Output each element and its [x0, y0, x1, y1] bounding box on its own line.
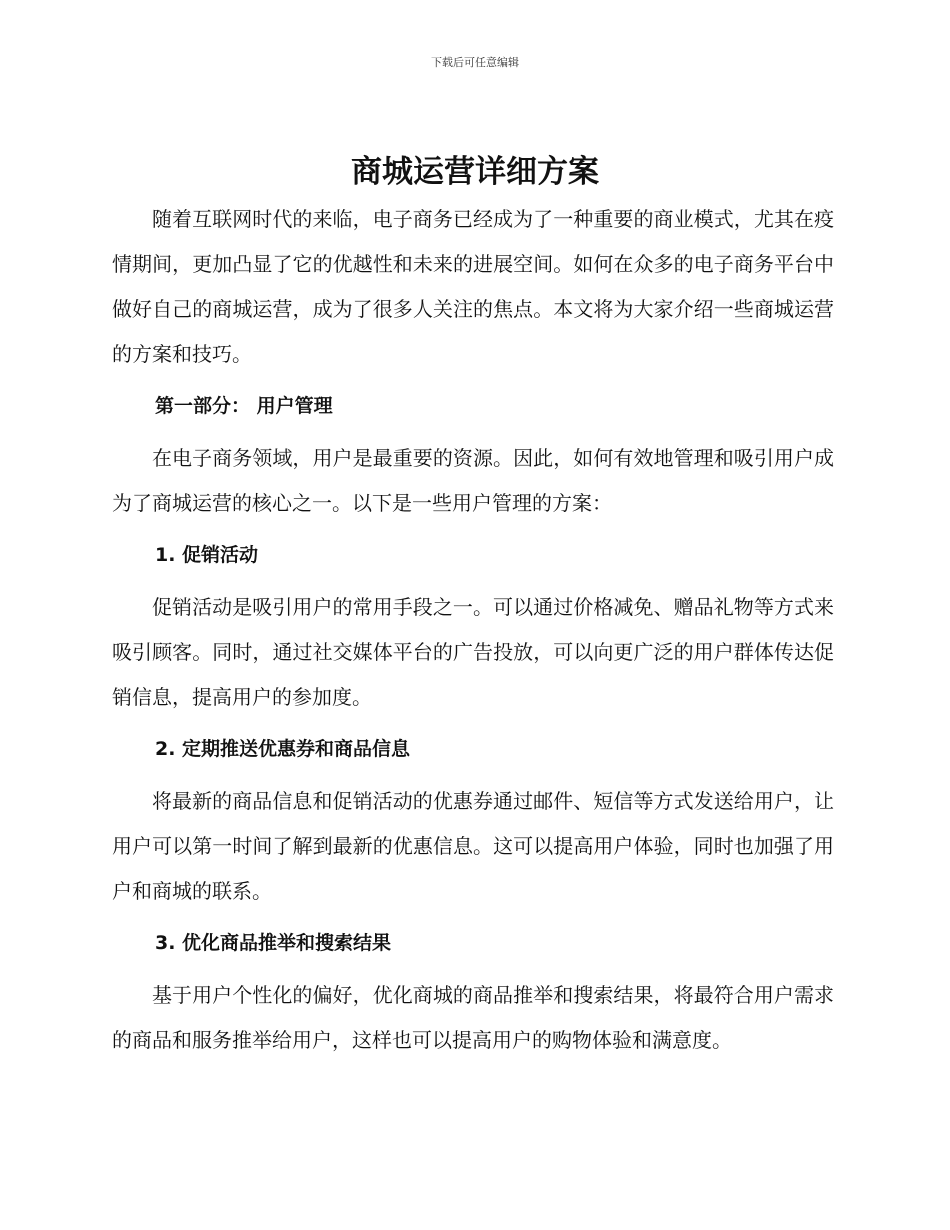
subsection-paragraph-recommendations: 基于用户个性化的偏好，优化商城的商品推举和搜索结果，将最符合用户需求的商品和服务推举给用户，这样也可以提高用户的购物体验和满意度。: [112, 983, 834, 1052]
subsection-heading-coupons: 2. 定期推送优惠券和商品信息: [155, 738, 411, 760]
subsection-paragraph-promotions: 促销活动是吸引用户的常用手段之一。可以通过价格减免、赠品礼物等方式来吸引顾客。同时，通过社交媒体平台的广告投放，可以向更广泛的用户群体传达促销信息，提高用户的参加度。: [112, 595, 834, 709]
document-body: [112, 197, 834, 1070]
section-intro-paragraph: 在电子商务领域，用户是最重要的资源。因此，如何有效地管理和吸引用户成为了商城运营的核心之一。以下是一些用户管理的方案：: [112, 446, 834, 515]
intro-paragraph: 随着互联网时代的来临，电子商务已经成为了一种重要的商业模式，尤其在疫情期间，更加凸显了它的优越性和未来的进展空间。如何在众多的电子商务平台中做好自己的商城运营，成为了很多人关注的焦点。本文将为大家介绍一些商城运营的方案和技巧。: [112, 207, 834, 366]
header-note: 下载后可任意编辑: [431, 56, 519, 69]
page-title: 商城运营详细方案: [351, 154, 599, 190]
subsection-heading-recommendations: 3. 优化商品推举和搜索结果: [155, 932, 392, 954]
subsection-paragraph-coupons: 将最新的商品信息和促销活动的优惠券通过邮件、短信等方式发送给用户，让用户可以第一时间了解到最新的优惠信息。这可以提高用户体验，同时也加强了用户和商城的联系。: [112, 789, 834, 903]
section-heading-user-management: 第一部分： 用户管理: [155, 395, 333, 417]
subsection-heading-promotions: 1. 促销活动: [155, 544, 259, 566]
